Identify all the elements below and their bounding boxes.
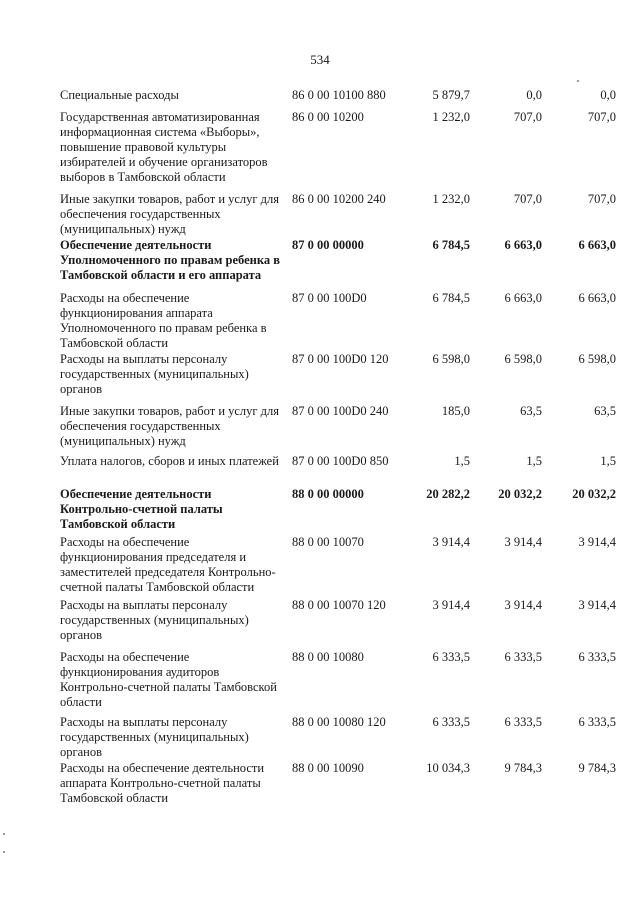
row-description: Иные закупки товаров, работ и услуг для обеспечения государственных (муниципальных) нужд (60, 192, 280, 236)
row-value-2: 3 914,4 (504, 598, 542, 612)
row-value-1: 6 598,0 (432, 352, 470, 366)
row-code: 88 0 00 00000 (292, 487, 364, 501)
row-value-3: 6 333,5 (578, 650, 616, 664)
row-code: 88 0 00 10070 120 (292, 598, 386, 612)
row-value-3: 6 663,0 (578, 238, 616, 252)
row-value-3: 6 333,5 (578, 715, 616, 729)
row-value-2: 6 333,5 (504, 715, 542, 729)
row-description: Расходы на выплаты персоналу государственных (муниципальных) органов (60, 598, 249, 642)
row-description: Обеспечение деятельности Контрольно-счетной палаты Тамбовской области (60, 487, 223, 531)
row-value-1: 6 784,5 (432, 291, 470, 305)
row-value-3: 6 663,0 (578, 291, 616, 305)
row-value-2: 707,0 (513, 110, 542, 124)
row-description: Расходы на обеспечение функционирования аудиторов Контрольно-счетной палаты Тамбовской области (60, 650, 277, 709)
row-value-3: 707,0 (587, 110, 616, 124)
row-code: 88 0 00 10080 (292, 650, 364, 664)
row-value-3: 707,0 (587, 192, 616, 206)
row-code: 87 0 00 100D0 850 (292, 454, 389, 468)
page-number: 534 (310, 52, 330, 67)
scan-speck (3, 851, 5, 853)
row-value-1: 6 333,5 (432, 650, 470, 664)
scan-speck (577, 80, 579, 82)
row-value-2: 6 663,0 (504, 291, 542, 305)
row-code: 87 0 00 100D0 240 (292, 404, 389, 418)
row-value-3: 1,5 (600, 454, 616, 468)
row-description: Расходы на обеспечение функционирования аппарата Уполномоченного по правам ребенка в Тамбовской области (60, 291, 267, 350)
row-value-1: 5 879,7 (432, 88, 470, 102)
row-value-1: 1 232,0 (432, 192, 470, 206)
row-description: Специальные расходы (60, 88, 179, 102)
row-value-3: 9 784,3 (578, 761, 616, 775)
row-value-2: 707,0 (513, 192, 542, 206)
row-value-2: 3 914,4 (504, 535, 542, 549)
row-value-3: 0,0 (600, 88, 616, 102)
row-description: Государственная автоматизированная информационная система «Выборы», повышение правовой культуры избирателей и обучение организаторов выборов в Тамбовской области (60, 110, 268, 184)
row-value-1: 6 333,5 (432, 715, 470, 729)
row-code: 88 0 00 10070 (292, 535, 364, 549)
row-value-1: 1 232,0 (432, 110, 470, 124)
row-value-2: 20 032,2 (498, 487, 542, 501)
row-value-2: 9 784,3 (504, 761, 542, 775)
row-description: Обеспечение деятельности Уполномоченного по правам ребенка в Тамбовской области и его аппарата (60, 238, 281, 282)
row-description: Уплата налогов, сборов и иных платежей (60, 454, 279, 468)
row-value-2: 6 598,0 (504, 352, 542, 366)
row-value-1: 185,0 (441, 404, 470, 418)
row-code: 87 0 00 00000 (292, 238, 364, 252)
row-value-1: 1,5 (454, 454, 470, 468)
row-code: 87 0 00 100D0 120 (292, 352, 389, 366)
row-value-1: 6 784,5 (432, 238, 470, 252)
row-value-2: 1,5 (526, 454, 542, 468)
row-description: Расходы на обеспечение функционирования председателя и заместителей председателя Контрольно-счетной палаты Тамбовской области (60, 535, 276, 594)
row-description: Иные закупки товаров, работ и услуг для обеспечения государственных (муниципальных) нужд (60, 404, 280, 448)
row-value-3: 3 914,4 (578, 598, 616, 612)
row-code: 87 0 00 100D0 (292, 291, 367, 305)
row-value-2: 0,0 (526, 88, 542, 102)
scan-speck (3, 833, 5, 835)
row-value-3: 3 914,4 (578, 535, 616, 549)
row-code: 88 0 00 10090 (292, 761, 364, 775)
row-code: 86 0 00 10100 880 (292, 88, 386, 102)
row-description: Расходы на выплаты персоналу государственных (муниципальных) органов (60, 352, 249, 396)
row-value-1: 3 914,4 (432, 598, 470, 612)
row-value-1: 10 034,3 (426, 761, 470, 775)
row-value-2: 6 333,5 (504, 650, 542, 664)
row-value-3: 20 032,2 (572, 487, 616, 501)
row-value-3: 6 598,0 (578, 352, 616, 366)
row-description: Расходы на выплаты персоналу государственных (муниципальных) органов (60, 715, 249, 759)
row-value-2: 63,5 (520, 404, 542, 418)
row-code: 88 0 00 10080 120 (292, 715, 386, 729)
row-code: 86 0 00 10200 (292, 110, 364, 124)
row-value-1: 3 914,4 (432, 535, 470, 549)
row-value-3: 63,5 (594, 404, 616, 418)
row-value-2: 6 663,0 (504, 238, 542, 252)
row-value-1: 20 282,2 (426, 487, 470, 501)
row-description: Расходы на обеспечение деятельности аппарата Контрольно-счетной палаты Тамбовской области (60, 761, 265, 805)
row-code: 86 0 00 10200 240 (292, 192, 386, 206)
